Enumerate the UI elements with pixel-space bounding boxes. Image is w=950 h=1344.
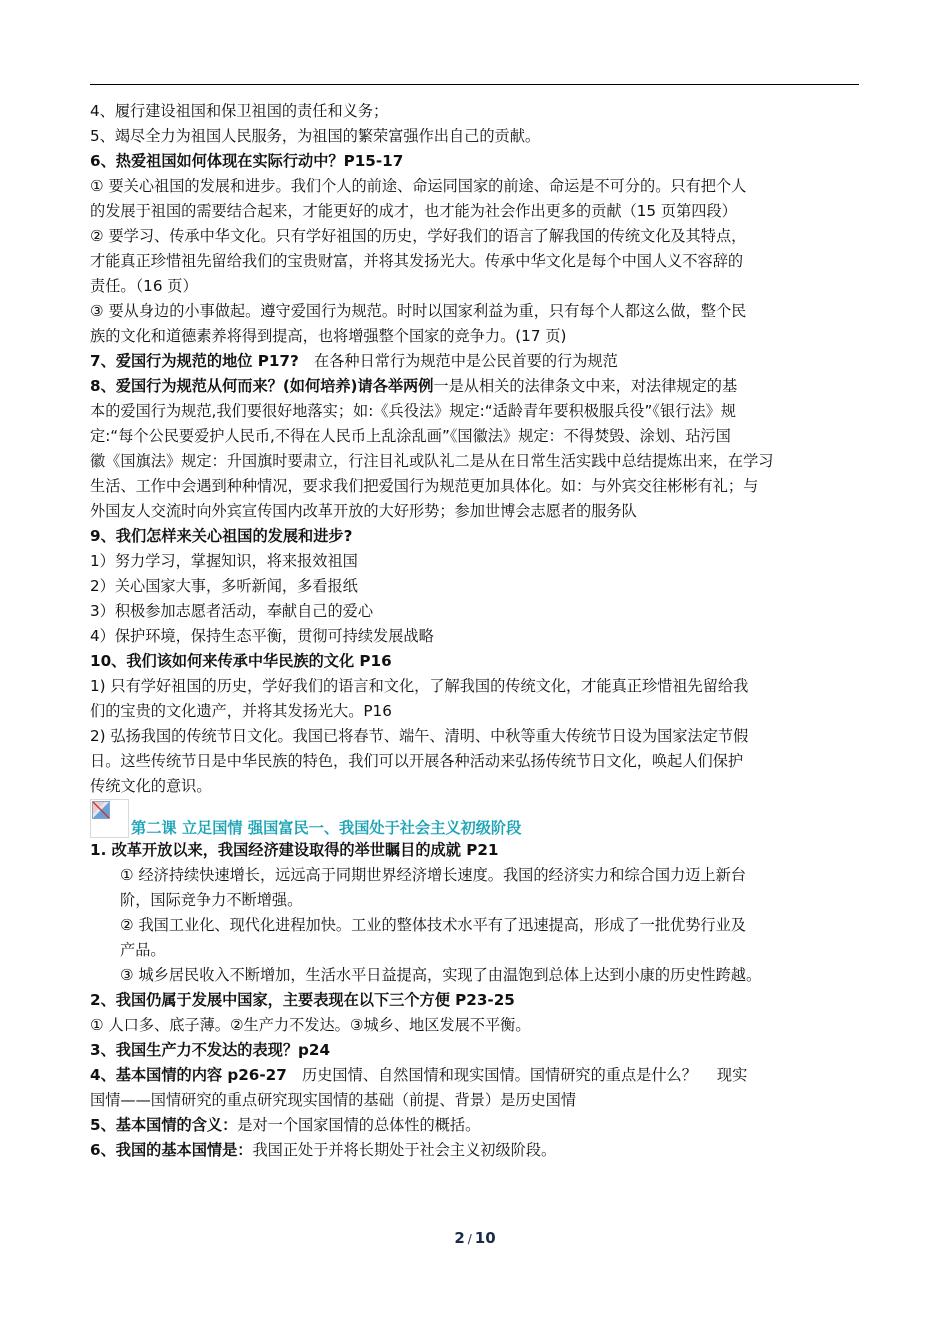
list-item: 3）积极参加志愿者活动，奉献自己的爱心 xyxy=(90,602,374,620)
text-line: 生活、工作中会遇到种种情况，要求我们把爱国行为规范更加具体化。如：与外宾交往彬彬有礼；与 xyxy=(90,477,759,495)
text-line: 才能真正珍惜祖先留给我们的宝贵财富，并将其发扬光大。传承中华文化是每个中国人义不容辞的 xyxy=(90,252,744,270)
text-line: 产品。 xyxy=(120,941,166,959)
image-placeholder xyxy=(90,799,129,838)
text-line: 2) 弘扬我国的传统节日文化。我国已将春节、端午、清明、中秋等重大传统节日设为国家法定节假 xyxy=(90,727,749,745)
current-page: 2 xyxy=(454,1229,465,1247)
text-line: 徽《国旗法》规定：升国旗时要肃立，行注目礼或队礼二是从在日常生活实践中总结提炼出来，在学习 xyxy=(90,452,774,470)
text-line: ① 人口多、底子薄。②生产力不发达。③城乡、地区发展不平衡。 xyxy=(90,1016,531,1034)
text-line: ① 经济持续快速增长，远远高于同期世界经济增长速度。我国的经济实力和综合国力迈上新台 xyxy=(120,866,746,884)
question-heading: 6、我国的基本国情是： xyxy=(90,1141,253,1159)
text-line: 族的文化和道德素养将得到提高，也将增强整个国家的竞争力。(17 页) xyxy=(90,327,567,345)
text-line: 5、竭尽全力为祖国人民服务，为祖国的繁荣富强作出自己的贡献。 xyxy=(90,127,541,145)
text-line: 责任。（16 页） xyxy=(90,277,198,295)
question-heading: 3、我国生产力不发达的表现？p24 xyxy=(90,1041,331,1059)
text-line: 国情——国情研究的重点研究现实国情的基础（前提、背景）是历史国情 xyxy=(90,1091,576,1109)
text-line: 1) 只有学好祖国的历史，学好我们的语言和文化，了解我国的传统文化，才能真正珍惜祖先留给我 xyxy=(90,677,749,695)
answer-text: 在各种日常行为规范中是公民首要的行为规范 xyxy=(298,352,618,370)
text-line: 定:“每个公民要爱护人民币,不得在人民币上乱涂乱画”《国徽法》规定：不得焚毁、涂划、玷污国 xyxy=(90,427,731,445)
answer-text: 历史国情、自然国情和现实国情。国情研究的重点是什么？ 现实 xyxy=(286,1066,748,1084)
text-line xyxy=(90,1138,862,1163)
text-line: 阶，国际竞争力不断增强。 xyxy=(120,891,303,909)
document-body xyxy=(90,99,862,1163)
list-item: 2）关心国家大事，多听新闻，多看报纸 xyxy=(90,577,358,595)
text-line: 外国友人交流时向外宾宣传国内改革开放的大好形势；参加世博会志愿者的服务队 xyxy=(90,502,637,520)
answer-text: 一是从相关的法律条文中来，对法律规定的基 xyxy=(433,377,738,395)
question-heading: 9、我们怎样来关心祖国的发展和进步? xyxy=(90,527,353,545)
list-item: 4）保护环境，保持生态平衡，贯彻可持续发展战略 xyxy=(90,627,434,645)
question-heading: 1. 改革开放以来，我国经济建设取得的举世瞩目的成就 P21 xyxy=(90,841,499,859)
lesson-title: 第二课 立足国情 强国富民一、我国处于社会主义初级阶段 xyxy=(131,819,522,837)
text-line: ② 我国工业化、现代化进程加快。工业的整体技术水平有了迅速提高，形成了一批优势行业及 xyxy=(120,916,746,934)
text-line xyxy=(90,1113,862,1138)
text-line: 的发展于祖国的需要结合起来，才能更好的成才，也才能为社会作出更多的贡献（15 页第四段） xyxy=(90,202,737,220)
text-line: 4、履行建设祖国和保卫祖国的责任和义务； xyxy=(90,102,389,120)
answer-text: 我国正处于并将长期处于社会主义初级阶段。 xyxy=(252,1141,557,1159)
list-item: 1）努力学习，掌握知识，将来报效祖国 xyxy=(90,552,358,570)
question-heading: 5、基本国情的含义： xyxy=(90,1116,238,1134)
text-line: ③ 城乡居民收入不断增加，生活水平日益提高，实现了由温饱到总体上达到小康的历史性跨越。 xyxy=(120,966,762,984)
text-line xyxy=(90,1063,862,1088)
page-number xyxy=(0,1229,950,1247)
question-heading: 10、我们该如何来传承中华民族的文化 P16 xyxy=(90,652,392,670)
header-rule xyxy=(90,84,859,85)
answer-text: 是对一个国家国情的总体性的概括。 xyxy=(237,1116,481,1134)
text-line: ② 要学习、传承中华文化。只有学好祖国的历史，学好我们的语言了解我国的传统文化及其特点， xyxy=(90,227,747,245)
question-heading: 8、爱国行为规范从何而来？(如何培养)请各举两例 xyxy=(90,377,434,395)
question-heading: 4、基本国情的内容 p26-27 xyxy=(90,1066,287,1084)
text-line: 日。这些传统节日是中华民族的特色，我们可以开展各种活动来弘扬传统节日文化，唤起人们保护 xyxy=(90,752,744,770)
page-separator: / xyxy=(467,1232,472,1246)
text-line: ① 要关心祖国的发展和进步。我们个人的前途、命运同国家的前途、命运是不可分的。只有把个人 xyxy=(90,177,747,195)
question-heading: 2、我国仍属于发展中国家，主要表现在以下三个方便 P23-25 xyxy=(90,991,515,1009)
text-line: 本的爱国行为规范,我们要很好地落实；如:《兵役法》规定:“适龄青年要积极服兵役”《银行法》规 xyxy=(90,402,736,420)
question-heading: 7、爱国行为规范的地位 P17? xyxy=(90,352,299,370)
total-pages: 10 xyxy=(474,1229,496,1247)
question-heading: 6、热爱祖国如何体现在实际行动中？P15-17 xyxy=(90,152,404,170)
lesson-heading-block xyxy=(90,799,862,837)
text-line xyxy=(90,374,862,399)
text-line: ③ 要从身边的小事做起。遵守爱国行为规范。时时以国家利益为重，只有每个人都这么做，整个民 xyxy=(90,302,747,320)
text-line: 传统文化的意识。 xyxy=(90,777,212,795)
text-line xyxy=(90,349,862,374)
text-line: 们的宝贵的文化遗产，并将其发扬光大。P16 xyxy=(90,702,392,720)
broken-image-icon xyxy=(92,801,110,819)
